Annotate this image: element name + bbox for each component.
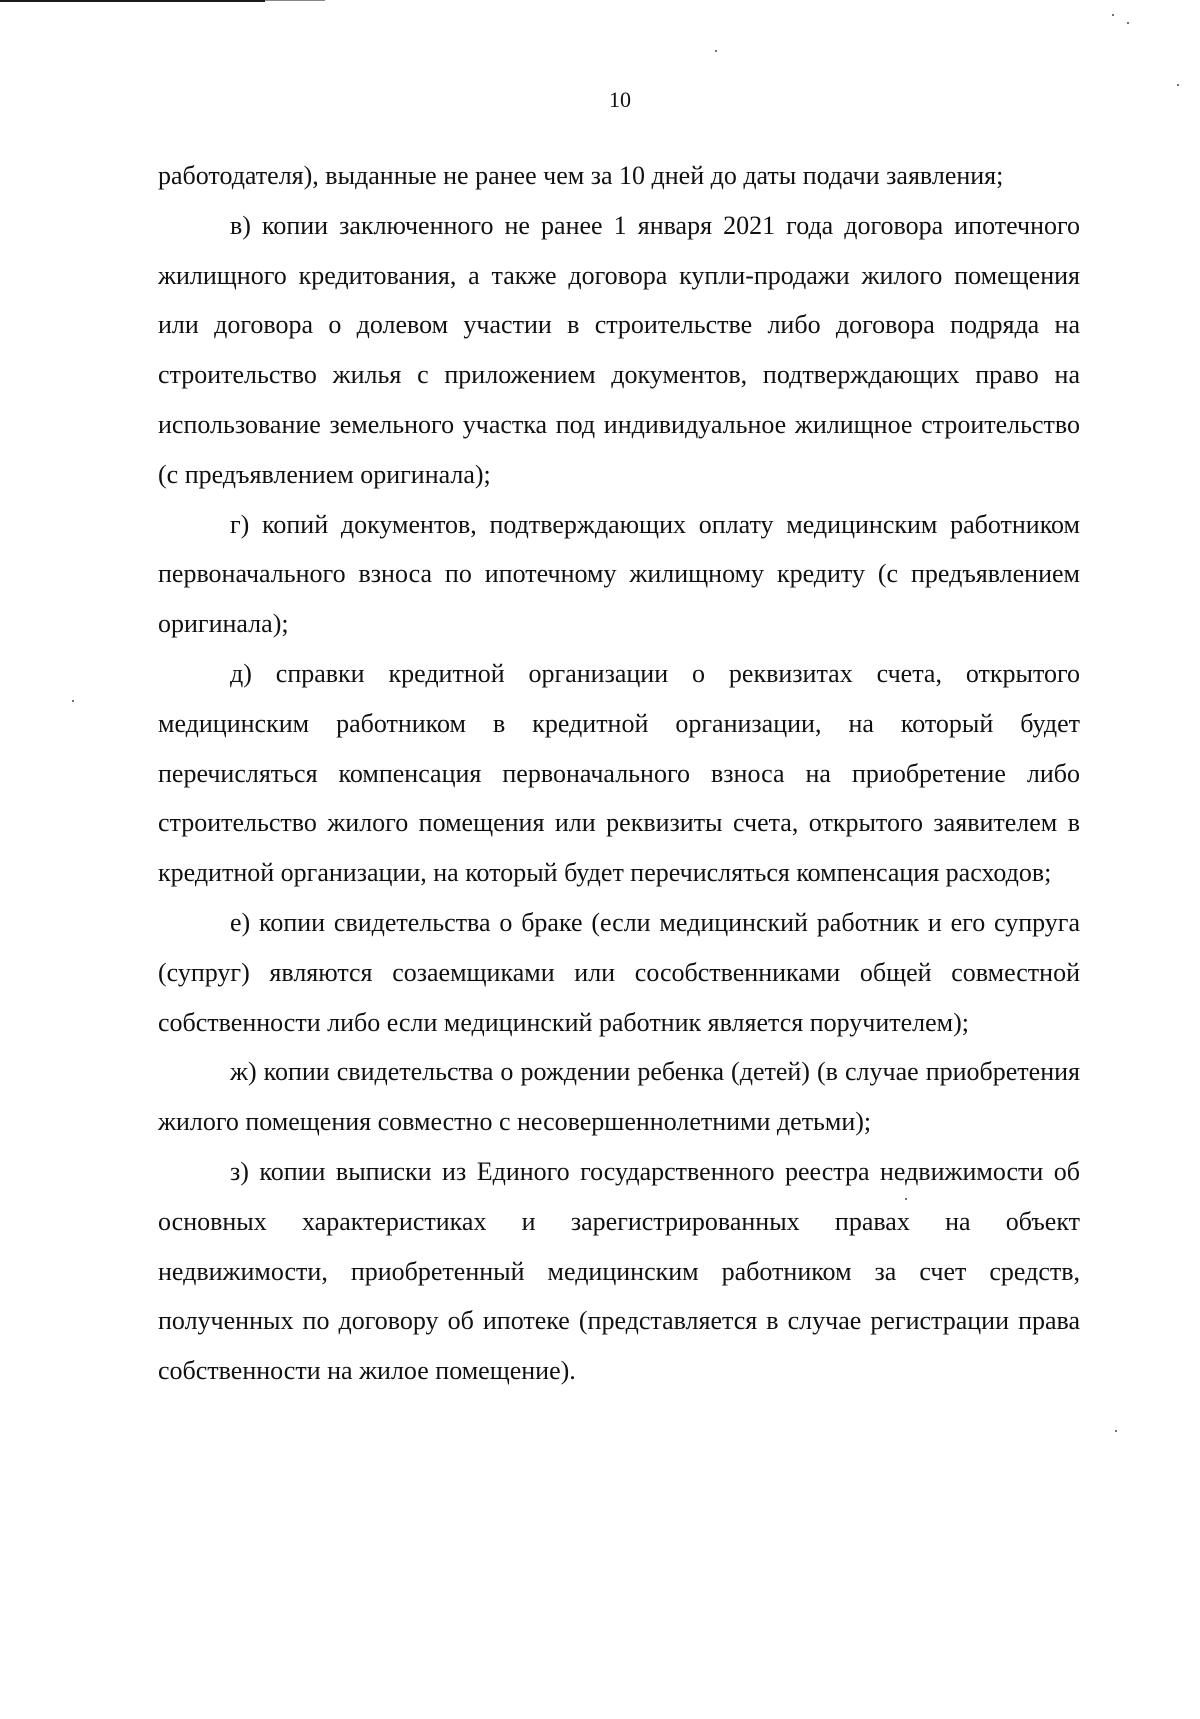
- scan-speck: [1115, 1430, 1117, 1432]
- scan-speck: [715, 50, 717, 52]
- paragraph-item-v: в) копии заключенного не ранее 1 января 2021 года договора ипотечного жилищного кредитования, а также договора купли-продажи жилого помещения или договора о долевом участии в строительстве либо договора подряда на строительство жилья с приложением документов, подтверждающих право на использование земельного участка под индивидуальное жилищное строительство (с предъявлением оригинала);: [158, 210, 1080, 489]
- paragraph-item-z: з) копии выписки из Единого государственного реестра недвижимости об основных характеристиках и зарегистрированных правах на объект недвижимости, приобретенный медицинским работником за счет средств, полученных по договору об ипотеке (представляется в случае регистрации права собственности на жилое помещение).: [158, 1156, 1080, 1386]
- page-number: 10: [609, 87, 631, 112]
- top-edge-rule: [0, 0, 265, 2]
- paragraph-item-g: г) копий документов, подтверждающих оплату медицинским работником первоначального взноса по ипотечному жилищному кредиту (с предъявлением оригинала);: [158, 509, 1080, 639]
- scan-speck: [72, 700, 74, 702]
- scan-speck: [1127, 22, 1129, 24]
- top-edge-rule-fade: [265, 0, 325, 1]
- paragraph-item-e: е) копии свидетельства о браке (если медицинский работник и его супруга (супруг) являются созаемщиками или сособственниками общей совместной собственности либо если медицинский работник является поручителем);: [158, 907, 1080, 1037]
- scan-speck: [1112, 14, 1114, 16]
- paragraph-item-zh: ж) копии свидетельства о рождении ребенка (детей) (в случае приобретения жилого помещения совместно с несовершеннолетними детьми);: [158, 1057, 1080, 1137]
- document-body: [158, 151, 1080, 1396]
- paragraph-continuation: работодателя), выданные не ранее чем за 10 дней до даты подачи заявления;: [158, 161, 1004, 190]
- paragraph-item-d: д) справки кредитной организации о реквизитах счета, открытого медицинским работником в кредитной организации, на который будет перечисляться компенсация первоначального взноса на приобретение либо строительство жилого помещения или реквизиты счета, открытого заявителем в кредитной организации, на который будет перечисляться компенсация расходов;: [158, 658, 1080, 888]
- scan-speck: [1177, 84, 1179, 86]
